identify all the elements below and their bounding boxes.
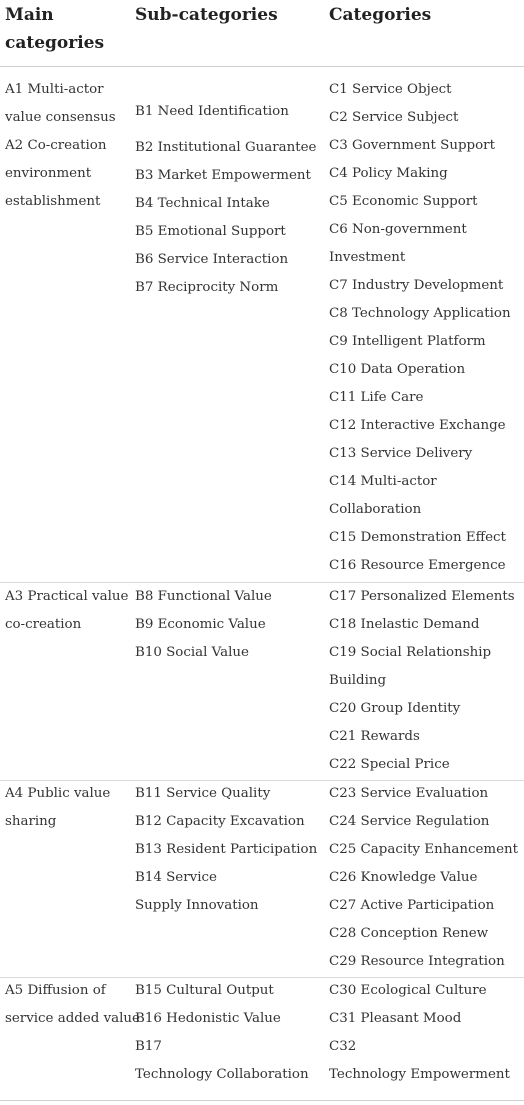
table-row-group-4 [0,977,524,1091]
cell-line: C18 Inelastic Demand [329,617,480,632]
cell-line: A3 Practical value [5,589,129,604]
cell-line: C10 Data Operation [329,362,466,377]
cell-line: A4 Public value [5,786,111,801]
cell-line: A1 Multi-actor [5,82,104,97]
cell-line: C26 Knowledge Value [329,870,478,885]
cell-line: C21 Rewards [329,729,420,744]
cell-line: B3 Market Empowerment [135,168,311,183]
header-main-categories [5,1,125,57]
cell-line: C3 Government Support [329,138,495,153]
table-header [0,0,524,67]
cell-line: B2 Institutional Guarantee [135,140,317,155]
cell-line: B1 Need Identification [135,104,289,119]
cell-line: C20 Group Identity [329,701,461,716]
cell-line: B6 Service Interaction [135,252,289,267]
cell-line: B17 [135,1039,162,1054]
cell-line: C19 Social Relationship [329,645,492,660]
cell-line: B11 Service Quality [135,786,271,801]
cell-line: C27 Active Participation [329,898,495,913]
cell-line: C9 Intelligent Platform [329,334,486,349]
cell-line: C15 Demonstration Effect [329,530,506,545]
main-category-cell [5,780,110,836]
cell-line: C7 Industry Development [329,278,504,293]
cell-line: C2 Service Subject [329,110,459,125]
cell-line: C4 Policy Making [329,166,448,181]
cell-line: Supply Innovation [135,898,259,913]
cell-line: C30 Ecological Culture [329,983,487,998]
cell-line: Building [329,673,387,688]
header-sub-categories: Sub-categories [135,5,278,25]
cell-line: A2 Co-creation [5,138,107,153]
category-cell [329,977,510,1089]
cell-line: B10 Social Value [135,645,249,660]
cell-line: C28 Conception Renew [329,926,489,941]
cell-line: C8 Technology Application [329,306,511,321]
cell-line: B16 Hedonistic Value [135,1011,281,1026]
cell-line: B8 Functional Value [135,589,272,604]
cell-line: B9 Economic Value [135,617,266,632]
cell-line: Collaboration [329,502,422,517]
cell-line: B12 Capacity Excavation [135,814,305,829]
cell-line: C31 Pleasant Mood [329,1011,462,1026]
cell-line: C14 Multi-actor [329,474,437,489]
main-category-cell [5,977,140,1033]
cell-line: B14 Service [135,870,217,885]
cell-line: B5 Emotional Support [135,224,286,239]
header-text: Main [5,5,54,25]
cell-line: C1 Service Object [329,82,452,97]
cell-line: C5 Economic Support [329,194,478,209]
main-category-cell [5,76,116,216]
cell-line: sharing [5,814,57,829]
category-cell [329,583,515,779]
cell-line: C25 Capacity Enhancement [329,842,518,857]
cell-line: C12 Interactive Exchange [329,418,506,433]
cell-line: environment [5,166,92,181]
cell-line: Investment [329,250,406,265]
cell-line: Technology Collaboration [135,1067,309,1082]
cell-line: B4 Technical Intake [135,196,270,211]
table-row-group-2 [0,583,524,781]
main-category-cell [5,583,128,639]
sub-category-cell [135,583,272,667]
cell-line: B7 Reciprocity Norm [135,280,279,295]
table-bottom-rule [0,1100,524,1101]
cell-line: C13 Service Delivery [329,446,473,461]
header-text: categories [5,33,105,53]
cell-line: co-creation [5,617,82,632]
cell-line: establishment [5,194,101,209]
cell-line: C29 Resource Integration [329,954,505,969]
cell-line: B13 Resident Participation [135,842,318,857]
cell-line: C6 Non-government [329,222,467,237]
table-row-group-1 [0,76,524,583]
cell-line: C11 Life Care [329,390,424,405]
cell-line: C24 Service Regulation [329,814,490,829]
cell-line: value consensus [5,110,116,125]
cell-line: A5 Diffusion of [5,983,106,998]
sub-category-cell [135,780,317,920]
table-row-group-3 [0,780,524,978]
sub-category-cell [135,977,309,1089]
cell-line: C23 Service Evaluation [329,786,489,801]
cell-line: C22 Special Price [329,757,450,772]
category-cell [329,76,511,580]
cell-line: B15 Cultural Output [135,983,274,998]
cell-line: C17 Personalized Elements [329,589,515,604]
sub-category-cell [135,84,317,302]
cell-line [135,126,317,134]
cell-line: C32 [329,1039,357,1054]
cell-line: service added value [5,1011,140,1026]
cell-line: Technology Empowerment [329,1067,510,1082]
header-categories: Categories [329,5,432,25]
category-cell [329,780,518,976]
cell-line: C16 Resource Emergence [329,558,506,573]
cell-line [135,84,317,98]
